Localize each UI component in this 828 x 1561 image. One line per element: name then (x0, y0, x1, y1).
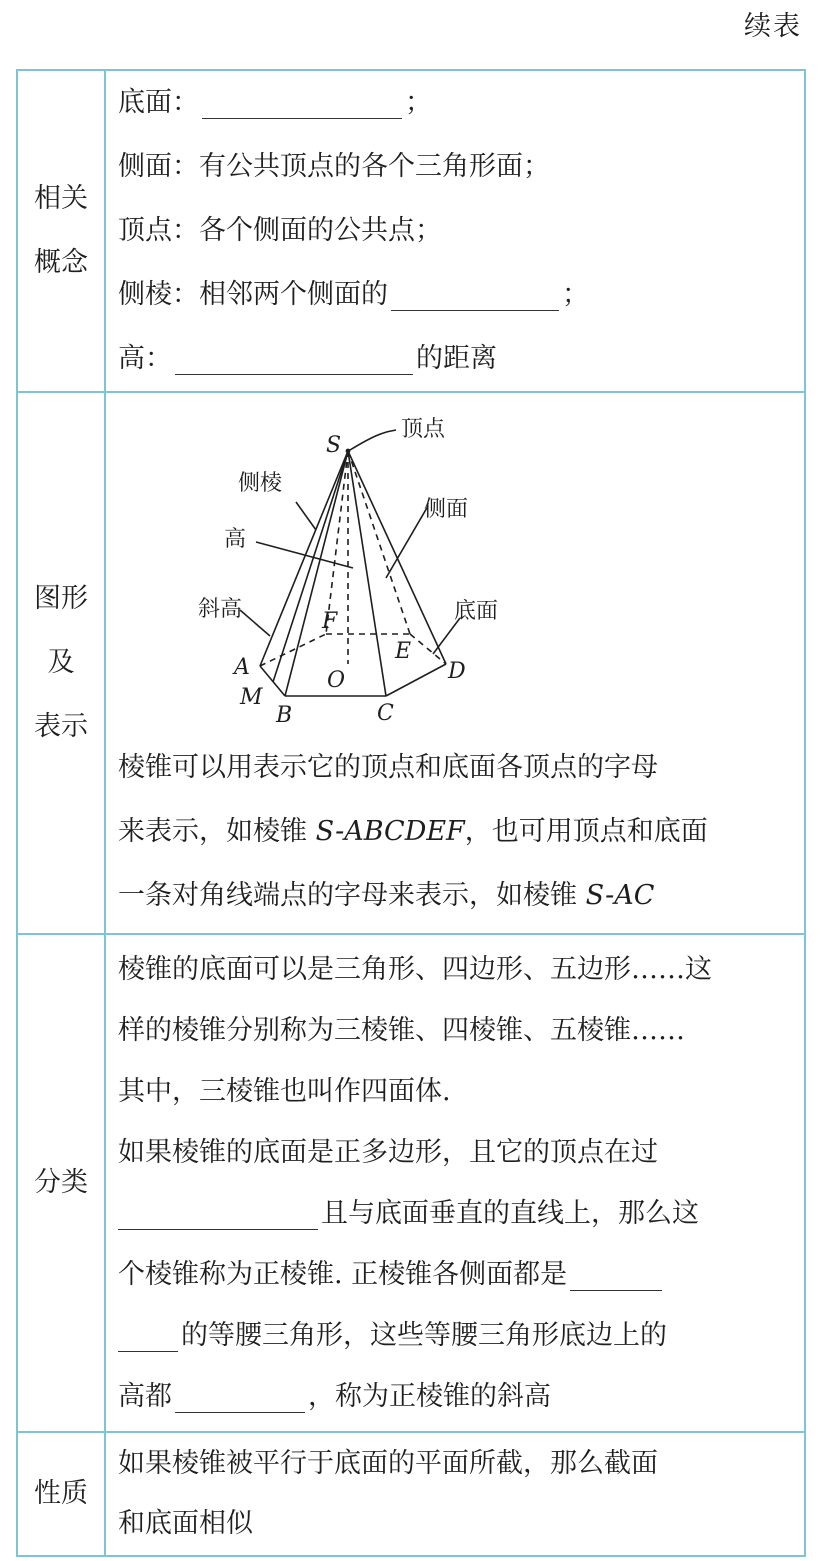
row-label-classification (17, 934, 105, 1432)
blank-base[interactable] (202, 117, 402, 119)
concept-lateral-face: 侧面：有公共顶点的各个三角形面； (118, 151, 550, 182)
class-text: 的等腰三角形，这些等腰三角形底边上的 (181, 1320, 667, 1351)
label-s: S (326, 433, 342, 458)
class-text: 且与底面垂直的直线上，那么这 (321, 1198, 699, 1229)
leader-apex (350, 430, 396, 450)
class-line-1: 棱锥的底面可以是三角形、四边形、五边形……这 (118, 954, 712, 985)
continued-table-header: 续表 (744, 11, 802, 42)
class-line-3: 其中，三棱锥也叫作四面体. (118, 1076, 451, 1107)
slant-height-sm (273, 451, 348, 682)
apex-point (346, 449, 351, 454)
label-m: M (240, 685, 263, 710)
label-slant-height: 斜高 (198, 597, 243, 622)
blank-congruent-part-2[interactable] (118, 1350, 178, 1352)
class-line-7 (118, 1305, 798, 1366)
property-line-1: 如果棱锥被平行于底面的平面所截，那么截面 (118, 1448, 658, 1479)
pyramid-name-full: S-ABCDEF (315, 816, 465, 847)
label-line: 相关 (34, 183, 88, 214)
concept-lateral-edge-suffix: ； (562, 279, 589, 310)
class-text: 个棱锥称为正棱锥. 正棱锥各侧面都是 (118, 1259, 568, 1290)
pyramid-name-short: S-AC (585, 880, 655, 911)
label-lateral-face: 侧面 (424, 497, 469, 522)
label-height: 高 (224, 527, 247, 552)
row-content-properties (105, 1432, 805, 1556)
label-line: 概念 (34, 247, 88, 278)
label-c: C (377, 701, 394, 726)
concept-base-suffix: ； (405, 87, 432, 118)
leader-lateral-face (386, 506, 428, 578)
label-base: 底面 (454, 599, 499, 624)
notation-line-3 (118, 864, 798, 928)
leader-height (256, 542, 353, 568)
blank-lateral-edge[interactable] (391, 309, 559, 311)
notation-text: 一条对角线端点的字母来表示，如棱锥 (118, 880, 586, 911)
pyramid-concept-table (16, 69, 806, 1557)
row-label-properties (17, 1432, 105, 1556)
class-text: 高都 (118, 1381, 172, 1412)
row-label-related-concepts (17, 70, 105, 392)
row-properties (17, 1432, 805, 1556)
class-line-5 (118, 1183, 798, 1244)
base-edge-af (260, 634, 326, 666)
label-apex: 顶点 (401, 417, 446, 442)
concept-lateral-edge (118, 263, 798, 327)
label-f: F (322, 609, 338, 634)
row-label-figure-notation (17, 392, 105, 934)
label-line: 性质 (34, 1478, 88, 1509)
concept-apex: 顶点：各个侧面的公共点； (118, 215, 442, 246)
label-line: 分类 (34, 1167, 88, 1198)
concept-height-prefix: 高： (118, 343, 172, 374)
notation-line-1: 棱锥可以用表示它的顶点和底面各顶点的字母 (118, 752, 658, 783)
row-content-figure-notation (105, 392, 805, 934)
blank-congruent-part-1[interactable] (570, 1289, 662, 1291)
base-edge-ed (410, 634, 446, 664)
concept-base-prefix: 底面： (118, 87, 199, 118)
label-e: E (395, 639, 412, 664)
leader-slant-height (240, 610, 270, 636)
blank-height[interactable] (175, 373, 413, 375)
class-line-4: 如果棱锥的底面是正多边形，且它的顶点在过 (118, 1137, 658, 1168)
label-a: A (234, 655, 250, 680)
leader-lateral-edge (296, 502, 316, 530)
property-line-2: 和底面相似 (118, 1508, 253, 1539)
blank-center[interactable] (118, 1228, 318, 1230)
label-line: 表示 (34, 711, 88, 742)
concept-height-suffix: 的距离 (416, 343, 497, 374)
lateral-edge-se (348, 451, 410, 634)
class-text: ，称为正棱锥的斜高 (308, 1381, 551, 1412)
concept-height (118, 327, 798, 391)
row-classification (17, 934, 805, 1432)
label-b: B (276, 703, 293, 728)
label-o: O (327, 668, 346, 693)
label-line: 及 (47, 647, 75, 678)
row-figure-notation (17, 392, 805, 934)
lateral-edge-sc (348, 451, 386, 696)
row-content-classification (105, 934, 805, 1432)
class-line-8 (118, 1366, 798, 1427)
class-line-2: 样的棱锥分别称为三棱锥、四棱锥、五棱锥…… (118, 1015, 685, 1046)
blank-equal[interactable] (175, 1411, 305, 1413)
notation-text: 来表示，如棱锥 (118, 816, 316, 847)
lateral-edge-sb (285, 451, 348, 696)
label-line: 图形 (34, 583, 88, 614)
notation-text: ，也可用顶点和底面 (464, 816, 708, 847)
notation-line-2 (118, 800, 798, 864)
label-lateral-edge: 侧棱 (238, 471, 283, 496)
class-line-6 (118, 1244, 798, 1305)
lateral-edge-sd (348, 451, 446, 664)
row-related-concepts (17, 70, 805, 392)
label-d: D (448, 659, 466, 684)
row-content-related-concepts (105, 70, 805, 392)
concept-lateral-edge-prefix: 侧棱：相邻两个侧面的 (118, 279, 388, 310)
pyramid-diagram (198, 406, 718, 736)
base-edge-cd (386, 664, 446, 696)
concept-base (118, 71, 798, 135)
